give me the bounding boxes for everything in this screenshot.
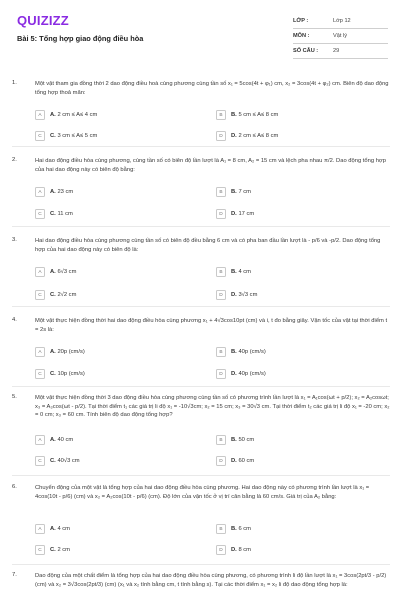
question-number: 2. [12,157,17,163]
question-text: Hai dao động điều hòa cùng phương, cùng tần số có biên độ lần lượt là A₁ = 8 cm, A₂ = 15 cm và lệch pha nhau π/2. Dao động tổng hợp của hai dao động này có biên độ bằng: [35,158,386,173]
meta-label: LỚP : [293,18,309,24]
option-c[interactable] [35,207,205,221]
option-letter: B. [231,112,237,118]
option-a[interactable] [35,108,205,122]
question-text: Một vật thực hiện đồng thời hai dao động điều hòa cùng phương x₁ + 4√3cos10pt (cm) và i, t đo bằng giây. Vận tốc của vật tại thời điểm t = 2s là: [35,318,388,333]
option-letter: D. [231,133,237,139]
question-number: 4. [12,317,17,323]
option-text: 7 cm [238,189,251,195]
option-letter: A. [50,349,56,355]
worksheet-header [0,0,400,68]
meta-value: Lớp 12 [333,18,351,24]
meta-value: Vật lý [333,33,347,39]
question-number: 1. [12,80,17,86]
meta-label: MÔN : [293,33,310,39]
option-b[interactable] [216,345,386,359]
option-d[interactable] [216,207,386,221]
option-letter: B. [231,269,237,275]
option-a[interactable] [35,433,205,447]
option-key-box: D [216,209,226,219]
option-text: 2 cm ≤ A≤ 4 cm [57,112,98,118]
option-d[interactable] [216,367,386,381]
question-divider [12,306,390,307]
option-text: 4 cm [238,269,251,275]
question-divider [12,386,390,387]
question-divider [12,146,390,147]
option-text: 3 cm ≤ A≤ 5 cm [57,133,98,139]
option-d[interactable] [216,454,386,468]
question-text: Một vật tham gia đồng thời 2 dao động điều hoà cùng phương cùng tần số x₁ = 5cos(4t + φ₁) cm, x₂ = 3cos(4t + φ₂) cm. Biên độ dao động tổng hợp thoả mãn: [35,81,389,96]
option-letter: D. [231,371,237,377]
option-c[interactable] [35,129,205,143]
option-letter: A. [50,269,56,275]
option-key-box: C [35,209,45,219]
option-text: 6 cm [238,526,251,532]
option-key-box: A [35,110,45,120]
option-b[interactable] [216,522,386,536]
option-c[interactable] [35,288,205,302]
question-divider [12,226,390,227]
worksheet-meta [293,14,388,59]
meta-value: 29 [333,48,340,54]
option-b[interactable] [216,185,386,199]
question-number: 6. [12,484,17,490]
quizizz-logo: QUIZIZZ [17,13,69,28]
option-letter: D. [231,547,237,553]
option-letter: B. [231,526,237,532]
option-letter: A. [50,189,56,195]
option-text: 17 cm [238,211,255,217]
option-letter: C. [50,458,56,464]
option-key-box: D [216,131,226,141]
option-letter: A. [50,526,56,532]
option-c[interactable] [35,543,205,557]
option-text: 40p (cm/s) [238,349,266,355]
option-text: 40 cm [57,437,74,443]
option-key-box: C [35,456,45,466]
option-letter: C. [50,292,56,298]
option-text: 2√2 cm [57,292,77,298]
option-key-box: D [216,456,226,466]
option-key-box: B [216,524,226,534]
option-text: 2 cm [57,547,70,553]
option-text: 40p (cm/s) [238,371,266,377]
question-text: Dao động của một chất điểm là tổng hợp của hai dao động điều hòa cùng phương, có phương trình li độ lần lượt là x₁ = 3cos(2pt/3 - p/2) (cm) và x₂ = 3√3cos(2pt/3) (cm) (x₁ và x₂ tính bằng cm, t tính bằng s). Tại các thời điểm x₁ = x₂ li độ dao động tổng hợp là: [35,573,387,588]
option-text: 23 cm [57,189,74,195]
question-text: Chuyển động của một vật là tổng hợp của hai dao động điều hòa cùng phương. Hai dao động này có phương trình lần lượt là x₁ = 4cos(10t - p/6) (cm) và x₂ = A₂cos(10t - p/6) (cm). Độ lớn của vận tốc ở vị trí cân bằng là 60 cm/s. Giá trị của A₂ bằng: [35,485,370,500]
option-text: 3√3 cm [238,292,258,298]
option-key-box: A [35,524,45,534]
option-a[interactable] [35,185,205,199]
option-b[interactable] [216,265,386,279]
option-b[interactable] [216,108,386,122]
option-key-box: A [35,187,45,197]
option-key-box: A [35,435,45,445]
option-letter: D. [231,211,237,217]
option-d[interactable] [216,129,386,143]
option-key-box: B [216,435,226,445]
option-letter: C. [50,547,56,553]
option-key-box: A [35,347,45,357]
option-letter: B. [231,437,237,443]
option-key-box: B [216,347,226,357]
option-key-box: D [216,545,226,555]
option-d[interactable] [216,543,386,557]
option-text: 60 cm [238,458,255,464]
option-key-box: C [35,545,45,555]
meta-row-count [293,44,388,59]
option-text: 10p (cm/s) [57,371,85,377]
option-letter: A. [50,112,56,118]
option-letter: C. [50,211,56,217]
lesson-title: Bài 5: Tổng hợp giao động điều hòa [17,34,144,43]
option-key-box: D [216,369,226,379]
option-key-box: D [216,290,226,300]
option-key-box: C [35,369,45,379]
option-b[interactable] [216,433,386,447]
question-number: 3. [12,237,17,243]
option-letter: D. [231,292,237,298]
option-c[interactable] [35,454,205,468]
option-d[interactable] [216,288,386,302]
option-text: 4 cm [57,526,70,532]
question-divider [12,564,390,565]
meta-row-subject [293,29,388,44]
question-number: 7. [12,572,17,578]
option-text: 8 cm [238,547,251,553]
option-letter: B. [231,349,237,355]
option-text: 50 cm [238,437,255,443]
option-c[interactable] [35,367,205,381]
option-a[interactable] [35,522,205,536]
question-divider [12,475,390,476]
meta-label: SỐ CÂU : [293,48,319,54]
option-text: 5 cm ≤ A≤ 8 cm [238,112,279,118]
option-text: 6√3 cm [57,269,77,275]
option-letter: C. [50,133,56,139]
option-letter: B. [231,189,237,195]
option-a[interactable] [35,265,205,279]
question-text: Một vật thực hiện đồng thời 3 dao động điều hòa cùng phương cùng tần số có phương trình lần lượt là x₁ = A₁cos(ωt + p/2); x₂ = A₂cosωt; x₃ = A₃cos(ωt - p/2). Tại thời điểm t₁ các giá trị li độ x₁ = -10√3cm; x₂ = 15 cm; x₃ = 30√3 cm. Tại thời điểm t₂ các giá trị li độ x₁ = -20 cm; x₂ = 0 cm; x₃ = 60 cm. Tính biên độ dao động tổng hợp? [35,395,390,419]
option-a[interactable] [35,345,205,359]
option-text: 20p (cm/s) [57,349,85,355]
meta-row-class [293,14,388,29]
option-key-box: C [35,131,45,141]
option-key-box: A [35,267,45,277]
option-key-box: C [35,290,45,300]
option-key-box: B [216,267,226,277]
option-text: 2 cm ≤ A≤ 8 cm [238,133,279,139]
option-key-box: B [216,187,226,197]
option-letter: D. [231,458,237,464]
question-number: 5. [12,394,17,400]
question-text: Hai dao động điều hòa cùng phương cùng tần số có biên độ đều bằng 6 cm và có pha ban đầu lần lượt là - p/6 và -p/2. Dao động tổng hợp của hai dao động này có biên độ là: [35,238,381,253]
option-key-box: B [216,110,226,120]
option-text: 11 cm [57,211,73,217]
option-text: 40√3 cm [57,458,80,464]
option-letter: A. [50,437,56,443]
option-letter: C. [50,371,56,377]
